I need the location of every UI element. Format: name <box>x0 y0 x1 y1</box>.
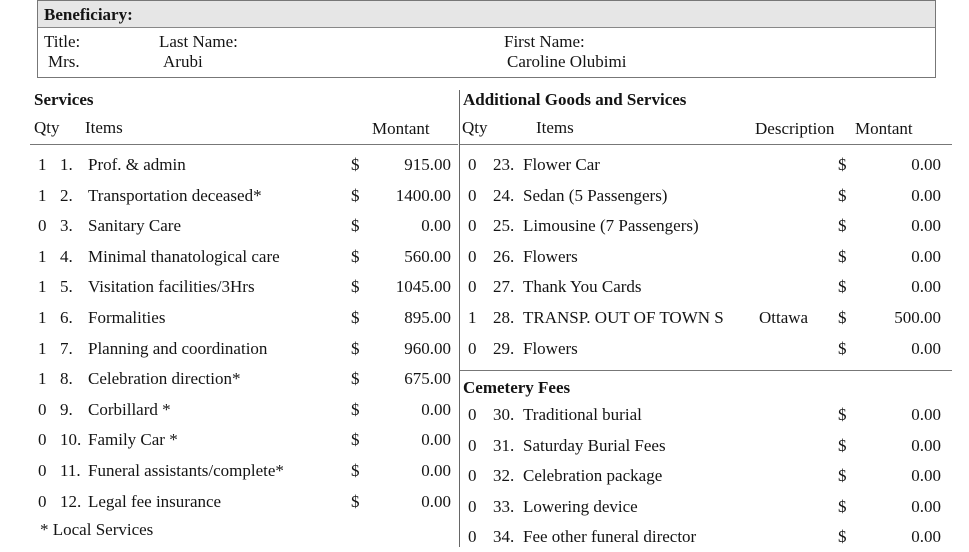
cemetery-qty: 0 <box>468 435 477 455</box>
cemetery-currency: $ <box>838 527 847 547</box>
services-qty: 0 <box>38 461 47 480</box>
services-number: 12. <box>60 491 82 511</box>
cemetery-currency: $ <box>838 405 847 424</box>
additional-item: Flower Car <box>523 155 600 174</box>
services-item: Funeral assistants/complete* <box>88 461 284 480</box>
services-currency: $ <box>351 308 360 327</box>
services-item: Minimal thanatological care <box>88 246 280 266</box>
additional-qty: 0 <box>468 216 477 236</box>
additional-item: Limousine (7 Passengers) <box>523 216 699 236</box>
additional-description-header: Description <box>755 119 835 138</box>
cemetery-item: Lowering device <box>523 496 638 516</box>
services-item: Family Car * <box>88 430 178 450</box>
additional-items-header: Items <box>536 118 574 137</box>
cemetery-qty: 0 <box>468 405 477 424</box>
cemetery-currency: $ <box>838 466 847 486</box>
services-qty: 1 <box>38 155 47 174</box>
cemetery-currency: $ <box>838 435 847 455</box>
additional-amount: 500.00 <box>894 308 941 327</box>
additional-row <box>460 334 952 364</box>
beneficiary-box <box>37 0 936 78</box>
services-qty: 1 <box>38 369 47 389</box>
additional-amount: 0.00 <box>911 185 941 205</box>
services-number: 1. <box>60 155 73 174</box>
services-footnote: * Local Services <box>40 520 154 539</box>
additional-qty: 0 <box>468 338 477 358</box>
services-amount: 960.00 <box>404 338 451 358</box>
services-item: Transportation deceased* <box>88 185 262 205</box>
services-currency: $ <box>351 277 360 297</box>
services-row <box>30 364 458 394</box>
services-number: 11. <box>60 461 81 480</box>
additional-item: Flowers <box>523 246 578 266</box>
first-name-label: First Name: <box>504 32 585 51</box>
cemetery-row <box>460 431 952 461</box>
additional-item: Flowers <box>523 338 578 358</box>
additional-qty-header: Qty <box>462 118 488 137</box>
cemetery-amount: 0.00 <box>911 527 941 547</box>
additional-number: 29. <box>493 338 515 358</box>
cemetery-qty: 0 <box>468 527 477 547</box>
cemetery-item: Fee other funeral director <box>523 527 697 547</box>
services-item: Planning and coordination <box>88 338 268 358</box>
services-number: 3. <box>60 216 73 236</box>
additional-qty: 0 <box>468 277 477 297</box>
additional-row <box>460 181 952 211</box>
services-header-divider <box>30 144 458 145</box>
services-amount-header: Montant <box>372 119 430 138</box>
cemetery-number: 33. <box>493 496 515 516</box>
services-amount: 560.00 <box>404 246 451 266</box>
additional-amount: 0.00 <box>911 277 941 297</box>
beneficiary-label: Beneficiary: <box>44 5 133 24</box>
cemetery-currency: $ <box>838 496 847 516</box>
services-number: 5. <box>60 277 73 297</box>
additional-currency: $ <box>838 338 847 358</box>
services-amount: 0.00 <box>421 491 451 511</box>
cemetery-amount: 0.00 <box>911 496 941 516</box>
additional-currency: $ <box>838 216 847 236</box>
services-number: 6. <box>60 308 73 327</box>
additional-currency: $ <box>838 155 847 174</box>
additional-currency: $ <box>838 308 847 327</box>
additional-row <box>460 272 952 302</box>
services-row <box>30 272 458 302</box>
services-number: 8. <box>60 369 73 389</box>
services-amount: 675.00 <box>404 369 451 389</box>
services-qty: 1 <box>38 338 47 358</box>
cemetery-top-divider <box>460 370 952 371</box>
services-qty: 0 <box>38 430 47 450</box>
services-item: Formalities <box>88 308 166 327</box>
additional-number: 28. <box>493 308 515 327</box>
additional-item: TRANSP. OUT OF TOWN S <box>523 308 724 327</box>
additional-row <box>460 211 952 241</box>
services-amount: 915.00 <box>404 155 451 174</box>
services-row <box>30 456 458 486</box>
services-item: Visitation facilities/3Hrs <box>88 277 255 297</box>
services-row <box>30 425 458 455</box>
additional-currency: $ <box>838 185 847 205</box>
services-currency: $ <box>351 399 360 419</box>
services-currency: $ <box>351 369 360 389</box>
title-label: Title: <box>44 32 81 51</box>
additional-amount: 0.00 <box>911 216 941 236</box>
services-row <box>30 487 458 517</box>
cemetery-item: Traditional burial <box>523 405 642 424</box>
cemetery-row <box>460 461 952 491</box>
cemetery-amount: 0.00 <box>911 405 941 424</box>
services-qty-header: Qty <box>34 118 60 137</box>
services-item: Celebration direction* <box>88 369 241 389</box>
services-qty: 0 <box>38 491 47 511</box>
cemetery-title: Cemetery Fees <box>463 378 571 397</box>
additional-qty: 0 <box>468 185 477 205</box>
additional-qty: 0 <box>468 246 477 266</box>
services-row <box>30 211 458 241</box>
services-amount: 0.00 <box>421 461 451 480</box>
additional-amount: 0.00 <box>911 246 941 266</box>
services-amount: 0.00 <box>421 216 451 236</box>
additional-number: 23. <box>493 155 515 174</box>
cemetery-number: 30. <box>493 405 515 424</box>
services-currency: $ <box>351 216 360 236</box>
services-item: Corbillard * <box>88 399 171 419</box>
services-qty: 1 <box>38 308 47 327</box>
last-name-value: Arubi <box>163 52 203 71</box>
additional-currency: $ <box>838 246 847 266</box>
services-qty: 0 <box>38 399 47 419</box>
cemetery-number: 34. <box>493 527 515 547</box>
cemetery-number: 31. <box>493 435 515 455</box>
services-currency: $ <box>351 430 360 450</box>
additional-row <box>460 242 952 272</box>
additional-header-divider <box>460 144 952 145</box>
services-amount: 895.00 <box>404 308 451 327</box>
additional-number: 26. <box>493 246 515 266</box>
services-number: 4. <box>60 246 73 266</box>
services-row <box>30 181 458 211</box>
cemetery-row <box>460 522 952 552</box>
services-currency: $ <box>351 185 360 205</box>
title-value: Mrs. <box>48 52 80 71</box>
additional-item: Sedan (5 Passengers) <box>523 185 668 205</box>
services-items-header: Items <box>85 118 123 137</box>
cemetery-item: Celebration package <box>523 466 663 486</box>
services-currency: $ <box>351 491 360 511</box>
additional-section <box>459 90 952 547</box>
additional-number: 27. <box>493 277 515 297</box>
services-currency: $ <box>351 338 360 358</box>
services-amount: 1045.00 <box>395 277 451 297</box>
services-row <box>30 334 458 364</box>
services-number: 7. <box>60 338 73 358</box>
services-qty: 1 <box>38 277 47 297</box>
additional-qty: 1 <box>468 308 477 327</box>
cemetery-amount: 0.00 <box>911 435 941 455</box>
cemetery-qty: 0 <box>468 466 477 486</box>
additional-amount: 0.00 <box>911 338 941 358</box>
services-currency: $ <box>351 461 360 480</box>
additional-amount-header: Montant <box>855 119 913 138</box>
additional-qty: 0 <box>468 155 477 174</box>
additional-row <box>460 150 952 180</box>
cemetery-item: Saturday Burial Fees <box>523 435 666 455</box>
services-qty: 1 <box>38 185 47 205</box>
additional-row <box>460 303 952 333</box>
additional-number: 25. <box>493 216 515 236</box>
services-item: Prof. & admin <box>88 155 186 174</box>
cemetery-row <box>460 400 952 430</box>
cemetery-number: 32. <box>493 466 515 486</box>
services-section <box>30 90 458 547</box>
services-number: 9. <box>60 399 73 419</box>
services-item: Legal fee insurance <box>88 491 222 511</box>
services-amount: 0.00 <box>421 399 451 419</box>
beneficiary-header <box>38 1 935 28</box>
cemetery-amount: 0.00 <box>911 466 941 486</box>
services-amount: 0.00 <box>421 430 451 450</box>
services-qty: 1 <box>38 246 47 266</box>
additional-item: Thank You Cards <box>523 277 642 297</box>
last-name-label: Last Name: <box>159 32 238 51</box>
services-number: 10. <box>60 430 82 450</box>
services-qty: 0 <box>38 216 47 236</box>
services-number: 2. <box>60 185 73 205</box>
services-row <box>30 150 458 180</box>
services-row <box>30 242 458 272</box>
first-name-value: Caroline Olubimi <box>507 52 627 71</box>
cemetery-row <box>460 492 952 522</box>
additional-currency: $ <box>838 277 847 297</box>
additional-title: Additional Goods and Services <box>463 90 687 109</box>
services-currency: $ <box>351 246 360 266</box>
services-row <box>30 395 458 425</box>
services-row <box>30 303 458 333</box>
services-currency: $ <box>351 155 360 174</box>
services-amount: 1400.00 <box>395 185 451 205</box>
services-item: Sanitary Care <box>88 216 181 236</box>
additional-amount: 0.00 <box>911 155 941 174</box>
additional-description: Ottawa <box>759 308 809 327</box>
services-title: Services <box>34 90 94 109</box>
additional-number: 24. <box>493 185 515 205</box>
cemetery-qty: 0 <box>468 496 477 516</box>
